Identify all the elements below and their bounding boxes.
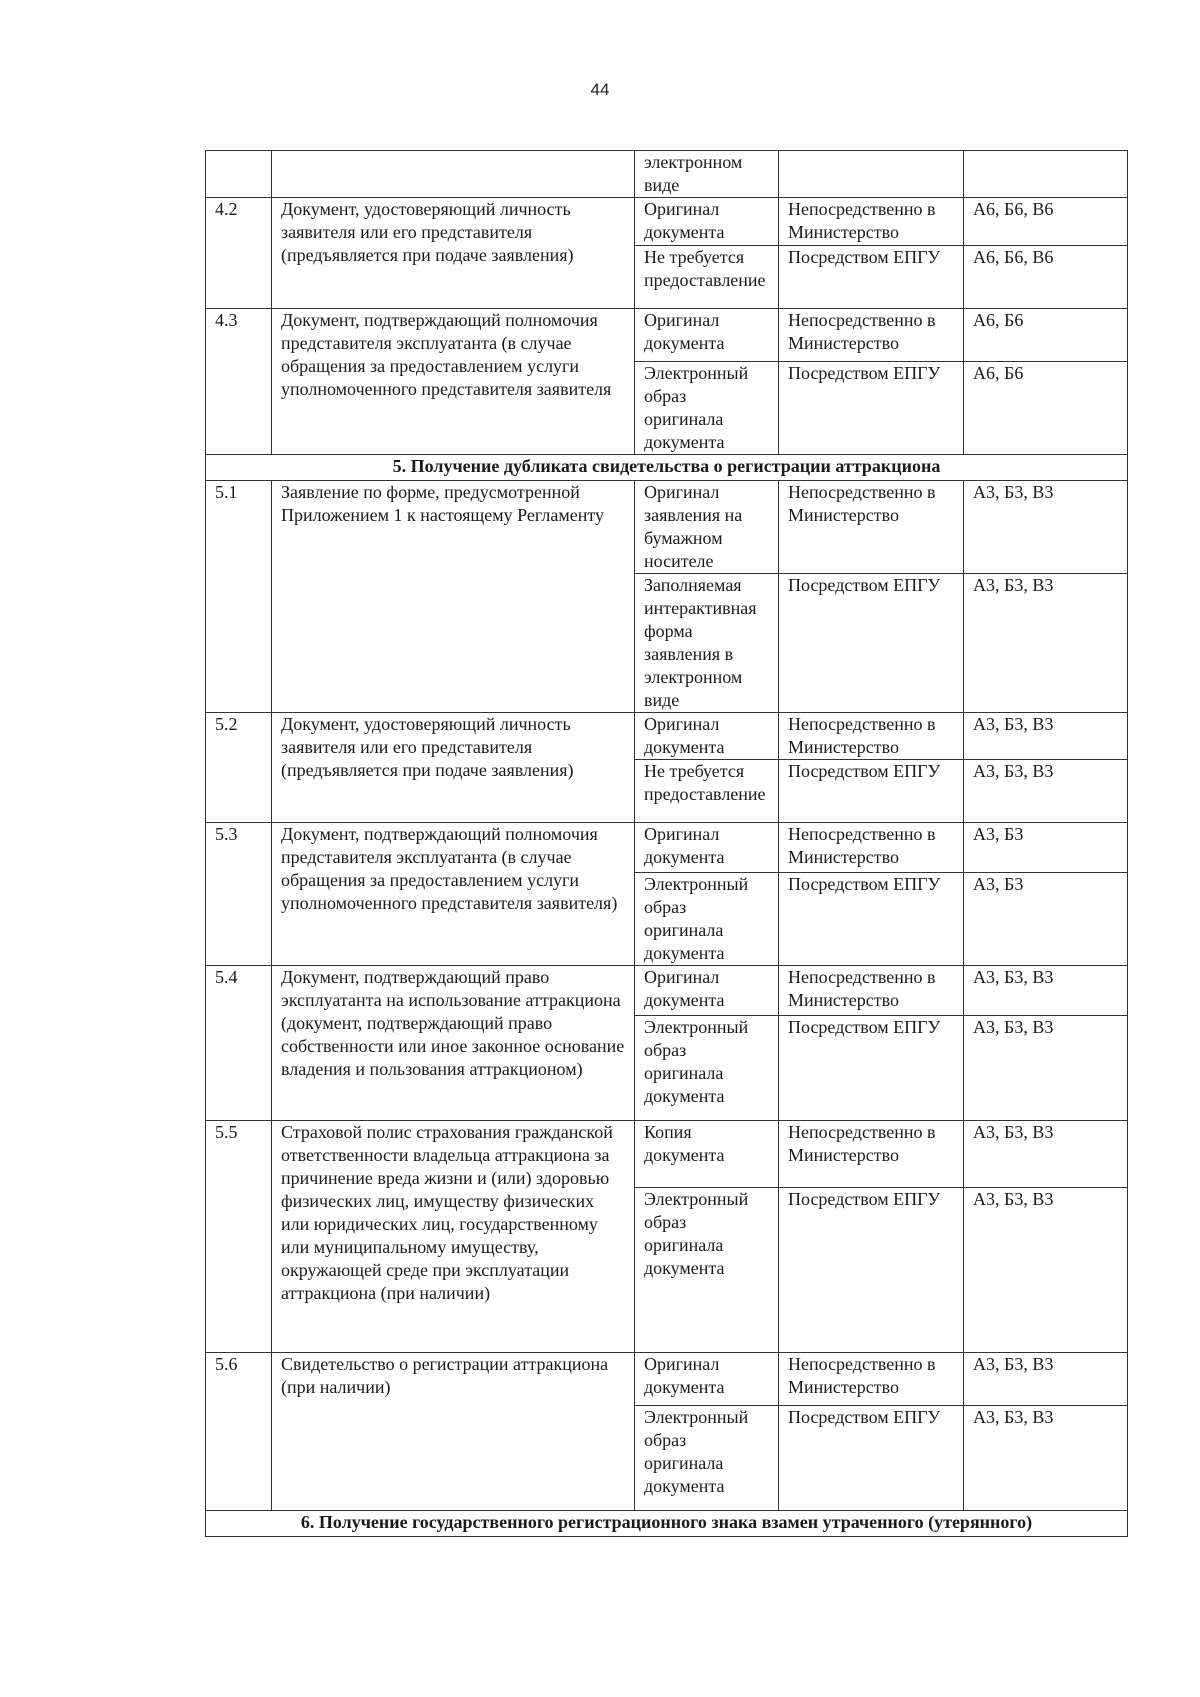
section-header-row [206, 455, 1128, 481]
applicant-category: А3, Б3, В3 [964, 1016, 1128, 1121]
document-form: Оригинал заявления на бумажном носителе [635, 481, 779, 574]
document-name: Страховой полис страхования гражданской ответственности владельца аттракциона за причинение вреда жизни и (или) здоровью физических лиц, имуществу физических или юридических лиц, государственному или муниципальному имуществу, окружающей среде при эксплуатации аттракциона (при наличии) [272, 1121, 635, 1353]
document-name: Документ, подтверждающий полномочия представителя эксплуатанта (в случае обращения за предоставлением услуги уполномоченного представителя заявителя [272, 309, 635, 455]
applicant-category: А3, Б3 [964, 873, 1128, 966]
submission-method [779, 151, 964, 198]
document-form: Оригинал документа [635, 966, 779, 1016]
submission-method: Посредством ЕПГУ [779, 873, 964, 966]
item-number: 5.3 [206, 823, 272, 966]
document-name: Документ, подтверждающий полномочия представителя эксплуатанта (в случае обращения за предоставлением услуги уполномоченного представителя заявителя) [272, 823, 635, 966]
documents-table [205, 150, 1128, 1537]
applicant-category: А3, Б3, В3 [964, 481, 1128, 574]
document-form: Не требуется предоставление [635, 760, 779, 823]
document-form: Электронный образ оригинала документа [635, 1016, 779, 1121]
applicant-category: А3, Б3, В3 [964, 966, 1128, 1016]
table-row [206, 823, 1128, 873]
item-number: 5.6 [206, 1353, 272, 1511]
table-row [206, 481, 1128, 574]
submission-method: Посредством ЕПГУ [779, 1016, 964, 1121]
applicant-category: А3, Б3 [964, 823, 1128, 873]
document-form: Электронный образ оригинала документа [635, 1406, 779, 1511]
applicant-category: А6, Б6, В6 [964, 246, 1128, 309]
document-form: электронном виде [635, 151, 779, 198]
document-form: Копия документа [635, 1121, 779, 1188]
submission-method: Посредством ЕПГУ [779, 362, 964, 455]
applicant-category: А3, Б3, В3 [964, 713, 1128, 760]
applicant-category: А6, Б6 [964, 309, 1128, 362]
document-name: Документ, удостоверяющий личность заявителя или его представителя (предъявляется при подаче заявления) [272, 198, 635, 309]
applicant-category: А3, Б3, В3 [964, 574, 1128, 713]
document-form: Оригинал документа [635, 713, 779, 760]
submission-method: Непосредственно в Министерство [779, 966, 964, 1016]
document-name: Свидетельство о регистрации аттракциона (при наличии) [272, 1353, 635, 1511]
submission-method: Непосредственно в Министерство [779, 198, 964, 246]
table-row [206, 151, 1128, 198]
page-number: 44 [590, 80, 610, 99]
applicant-category: А3, Б3, В3 [964, 760, 1128, 823]
applicant-category: А3, Б3, В3 [964, 1188, 1128, 1353]
submission-method: Непосредственно в Министерство [779, 1353, 964, 1406]
section-title: 5. Получение дубликата свидетельства о регистрации аттракциона [206, 455, 1128, 481]
submission-method: Непосредственно в Министерство [779, 309, 964, 362]
table-row [206, 198, 1128, 246]
submission-method: Непосредственно в Министерство [779, 823, 964, 873]
document-form: Заполняемая интерактивная форма заявления в электронном виде [635, 574, 779, 713]
applicant-category: А3, Б3, В3 [964, 1353, 1128, 1406]
applicant-category [964, 151, 1128, 198]
document-name [272, 151, 635, 198]
document-name: Документ, подтверждающий право эксплуатанта на использование аттракциона (документ, подтверждающий право собственности или иное законное основание владения и пользования аттракционом) [272, 966, 635, 1121]
document-form: Электронный образ оригинала документа [635, 873, 779, 966]
applicant-category: А3, Б3, В3 [964, 1121, 1128, 1188]
submission-method: Посредством ЕПГУ [779, 246, 964, 309]
applicant-category: А6, Б6, В6 [964, 198, 1128, 246]
table-row [206, 966, 1128, 1016]
section-header-row [206, 1511, 1128, 1537]
document-name: Заявление по форме, предусмотренной Приложением 1 к настоящему Регламенту [272, 481, 635, 713]
item-number: 5.1 [206, 481, 272, 713]
item-number [206, 151, 272, 198]
item-number: 4.2 [206, 198, 272, 309]
document-form: Оригинал документа [635, 198, 779, 246]
document-form: Электронный образ оригинала документа [635, 1188, 779, 1353]
document-form: Электронный образ оригинала документа [635, 362, 779, 455]
table-row [206, 1353, 1128, 1406]
item-number: 4.3 [206, 309, 272, 455]
applicant-category: А3, Б3, В3 [964, 1406, 1128, 1511]
submission-method: Непосредственно в Министерство [779, 481, 964, 574]
submission-method: Непосредственно в Министерство [779, 1121, 964, 1188]
table-row [206, 309, 1128, 362]
item-number: 5.2 [206, 713, 272, 823]
document-form: Не требуется предоставление [635, 246, 779, 309]
document-form: Оригинал документа [635, 309, 779, 362]
document-name: Документ, удостоверяющий личность заявителя или его представителя (предъявляется при подаче заявления) [272, 713, 635, 823]
section-title: 6. Получение государственного регистрационного знака взамен утраченного (утерянного) [206, 1511, 1128, 1537]
document-form: Оригинал документа [635, 823, 779, 873]
table-row [206, 713, 1128, 760]
item-number: 5.4 [206, 966, 272, 1121]
applicant-category: А6, Б6 [964, 362, 1128, 455]
submission-method: Посредством ЕПГУ [779, 574, 964, 713]
table-row [206, 1121, 1128, 1188]
submission-method: Непосредственно в Министерство [779, 713, 964, 760]
submission-method: Посредством ЕПГУ [779, 760, 964, 823]
submission-method: Посредством ЕПГУ [779, 1188, 964, 1353]
document-form: Оригинал документа [635, 1353, 779, 1406]
item-number: 5.5 [206, 1121, 272, 1353]
submission-method: Посредством ЕПГУ [779, 1406, 964, 1511]
